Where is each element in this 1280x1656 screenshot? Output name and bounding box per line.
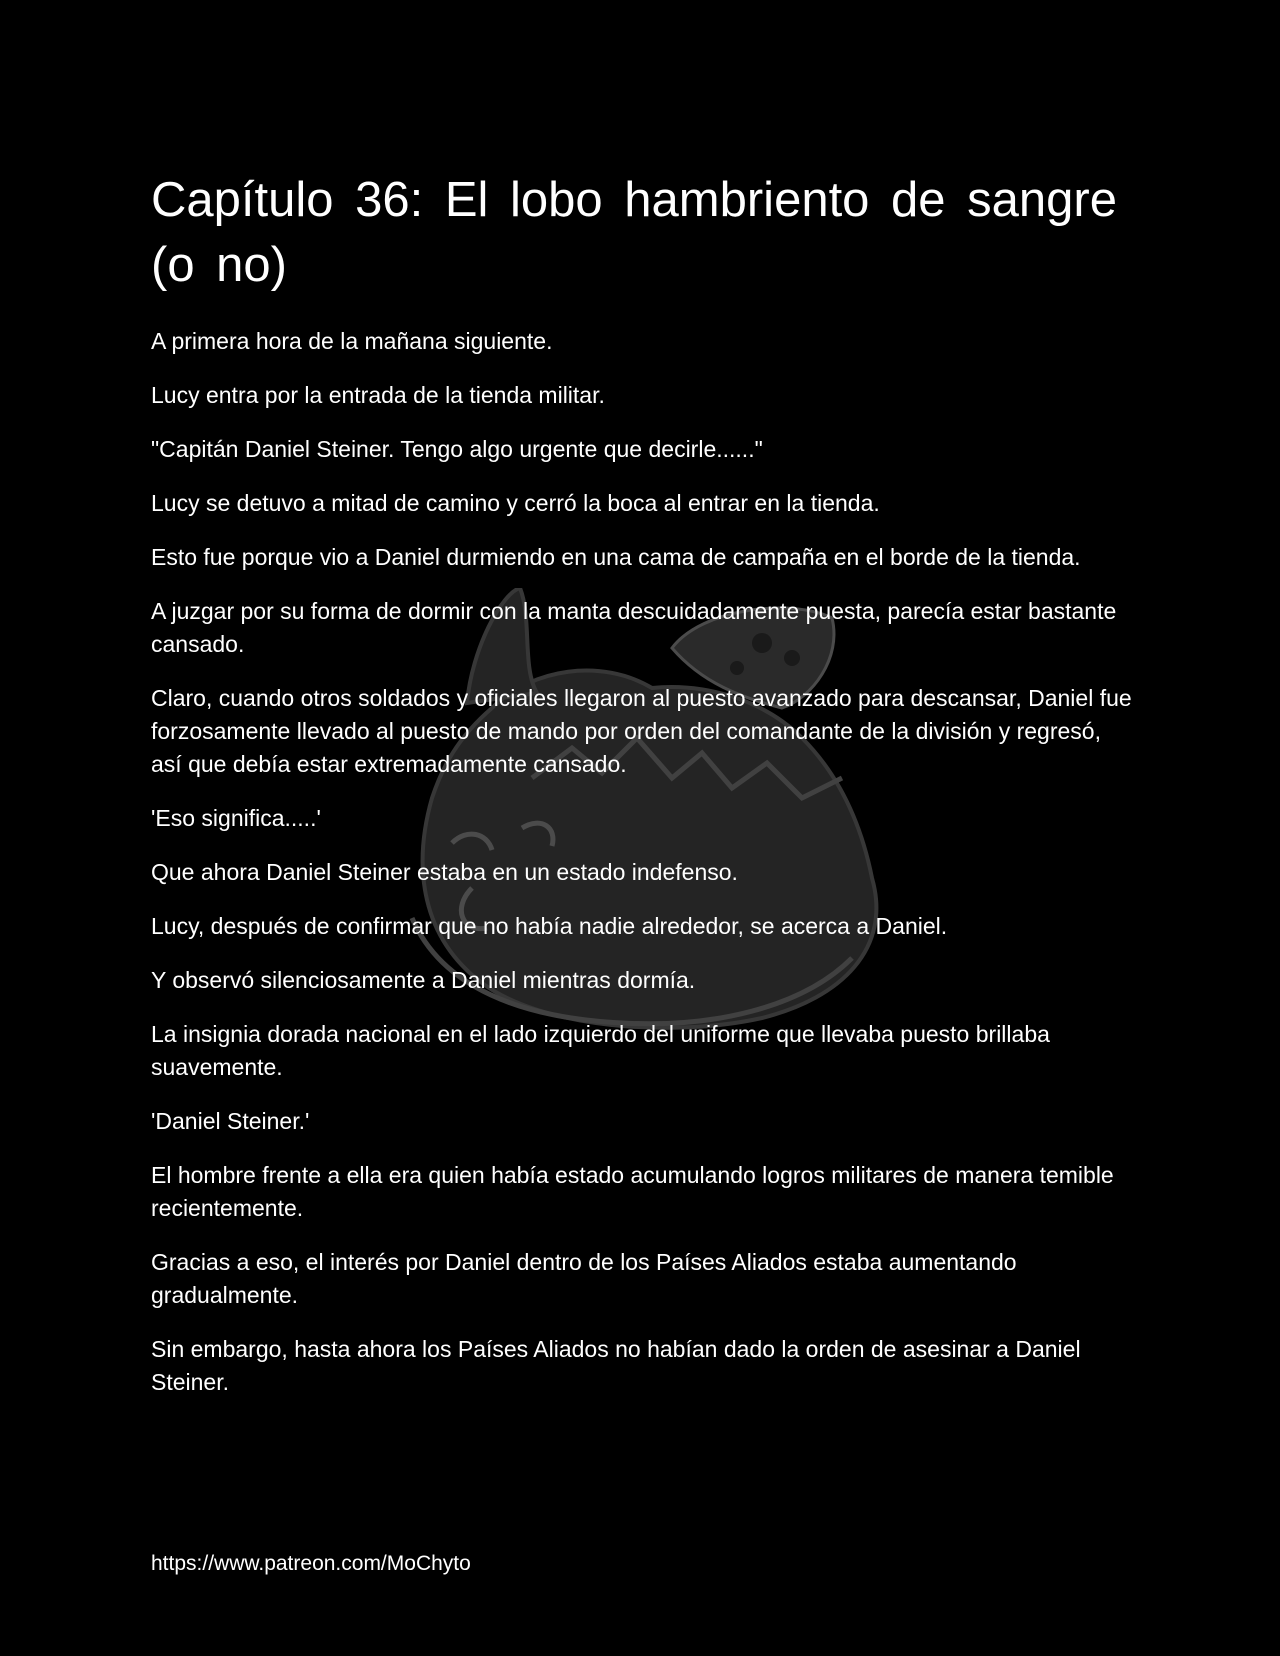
patreon-link[interactable]: https://www.patreon.com/MoChyto [151, 1552, 471, 1575]
paragraph: "Capitán Daniel Steiner. Tengo algo urgente que decirle......" [151, 436, 763, 462]
paragraph: Lucy se detuvo a mitad de camino y cerró la boca al entrar en la tienda. [151, 490, 880, 516]
paragraph: La insignia dorada nacional en el lado izquierdo del uniforme que llevaba puesto brillaba suavemente. [151, 1021, 1050, 1080]
paragraph: Y observó silenciosamente a Daniel mientras dormía. [151, 967, 696, 993]
paragraph: Sin embargo, hasta ahora los Países Aliados no habían dado la orden de asesinar a Daniel Steiner. [151, 1336, 1081, 1395]
paragraph: Lucy entra por la entrada de la tienda militar. [151, 382, 605, 408]
paragraph: A primera hora de la mañana siguiente. [151, 328, 553, 354]
chapter-title: Capítulo 36: El lobo hambriento de sangre (o no) [151, 173, 1117, 292]
paragraph: El hombre frente a ella era quien había estado acumulando logros militares de manera temible recientemente. [151, 1162, 1114, 1221]
paragraph: Esto fue porque vio a Daniel durmiendo en una cama de campaña en el borde de la tienda. [151, 544, 1081, 570]
paragraph: Claro, cuando otros soldados y oficiales llegaron al puesto avanzado para descansar, Daniel fue forzosamente llevado al puesto de mando por orden del comandante de la división y regresó, así que debía estar extremadamente cansado. [151, 685, 1132, 777]
paragraph: Lucy, después de confirmar que no había nadie alrededor, se acerca a Daniel. [151, 913, 948, 939]
paragraph: A juzgar por su forma de dormir con la manta descuidadamente puesta, parecía estar bastante cansado. [151, 598, 1117, 657]
paragraph: 'Eso significa.....' [151, 805, 321, 831]
document-body [151, 168, 1136, 1420]
paragraph: Que ahora Daniel Steiner estaba en un estado indefenso. [151, 859, 738, 885]
paragraph: Gracias a eso, el interés por Daniel dentro de los Países Aliados estaba aumentando gradualmente. [151, 1249, 1017, 1308]
paragraph: 'Daniel Steiner.' [151, 1108, 310, 1134]
